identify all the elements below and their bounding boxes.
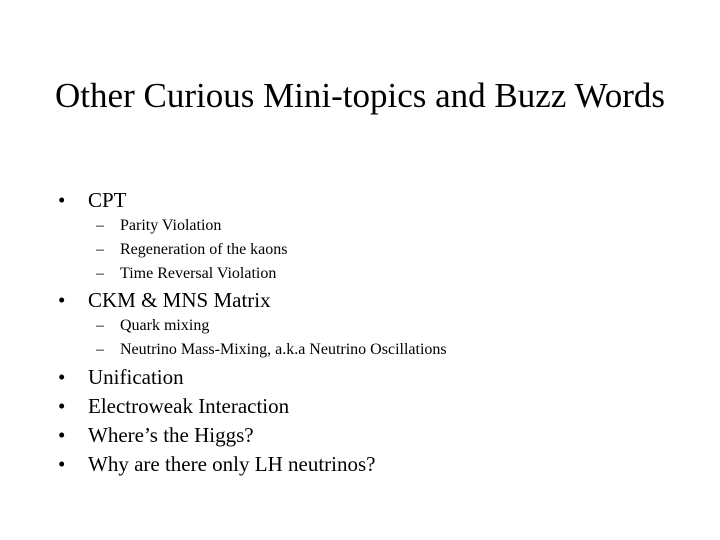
sub-item-quark-mixing — [96, 315, 209, 337]
sub-item-time-reversal — [96, 263, 276, 285]
bullet-marker: • — [58, 188, 66, 212]
sub-text: Quark mixing — [120, 317, 210, 334]
sub-text: Regeneration of the kaons — [120, 241, 288, 258]
bullet-item-cpt — [58, 187, 127, 213]
bullet-item-electroweak — [58, 393, 289, 419]
sub-marker: – — [96, 265, 104, 282]
bullet-text: Why are there only LH neutrinos? — [88, 452, 376, 476]
sub-marker: – — [96, 341, 104, 358]
slide-title: Other Curious Mini-topics and Buzz Words — [55, 76, 665, 115]
sub-text: Parity Violation — [120, 217, 222, 234]
bullet-item-higgs — [58, 422, 254, 448]
bullet-text: CPT — [88, 188, 127, 212]
sub-text: Neutrino Mass-Mixing, a.k.a Neutrino Oscillations — [120, 341, 447, 358]
bullet-marker: • — [58, 394, 66, 418]
bullet-text: Unification — [88, 365, 184, 389]
sub-marker: – — [96, 217, 104, 234]
bullet-item-ckm-mns — [58, 287, 271, 313]
bullet-text: Where’s the Higgs? — [88, 423, 254, 447]
sub-item-parity-violation — [96, 215, 221, 237]
bullet-text: CKM & MNS Matrix — [88, 288, 271, 312]
sub-item-regeneration — [96, 239, 288, 261]
sub-marker: – — [96, 317, 104, 334]
sub-item-neutrino-mixing — [96, 339, 447, 361]
bullet-item-unification — [58, 364, 184, 390]
sub-text: Time Reversal Violation — [120, 265, 277, 282]
bullet-item-lh-neutrinos — [58, 451, 375, 477]
bullet-marker: • — [58, 365, 66, 389]
sub-marker: – — [96, 241, 104, 258]
bullet-marker: • — [58, 452, 66, 476]
bullet-marker: • — [58, 288, 66, 312]
bullet-marker: • — [58, 423, 66, 447]
bullet-text: Electroweak Interaction — [88, 394, 290, 418]
